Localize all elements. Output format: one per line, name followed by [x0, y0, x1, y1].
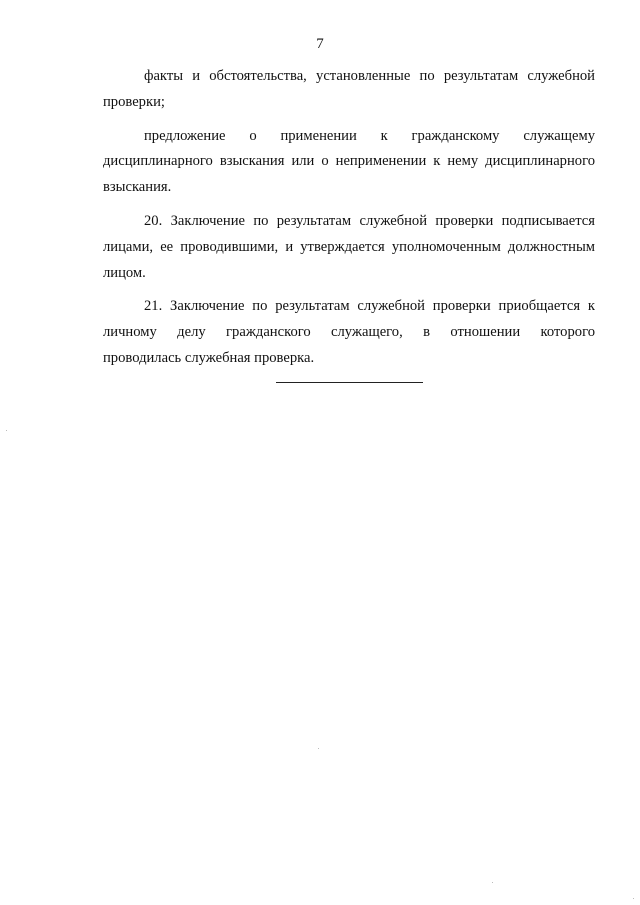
scan-speck [492, 882, 493, 883]
paragraph-line: 21. Заключение по результатам служебной проверки приобщается к [144, 298, 595, 315]
paragraph-line: лицами, ее проводившими, и утверждается уполномоченным должностным [103, 238, 595, 255]
paragraph-proposal [103, 124, 595, 201]
paragraph-line: проводилась служебная проверка. [103, 349, 315, 366]
paragraph-line: проверки; [103, 93, 165, 110]
paragraph-item-21 [103, 294, 595, 371]
paragraph-line: дисциплинарного взыскания или о неприменении к нему дисциплинарного [103, 153, 595, 170]
page-number: 7 [316, 36, 324, 52]
scan-speck [633, 898, 634, 899]
document-body [103, 64, 595, 372]
paragraph-line: лицом. [103, 264, 146, 281]
paragraph-line: факты и обстоятельства, установленные по результатам служебной [144, 68, 595, 84]
paragraph-line: личному делу гражданского служащего, в отношении которого [103, 324, 595, 341]
paragraph-item-20 [103, 209, 595, 286]
paragraph-line: предложение о применении к гражданскому служащему [144, 127, 595, 144]
scan-speck [318, 748, 319, 749]
closing-divider [276, 382, 423, 383]
paragraph-facts [103, 64, 595, 116]
scan-speck [6, 430, 7, 431]
paragraph-line: 20. Заключение по результатам служебной проверки подписывается [144, 212, 595, 229]
paragraph-line: взыскания. [103, 179, 172, 196]
